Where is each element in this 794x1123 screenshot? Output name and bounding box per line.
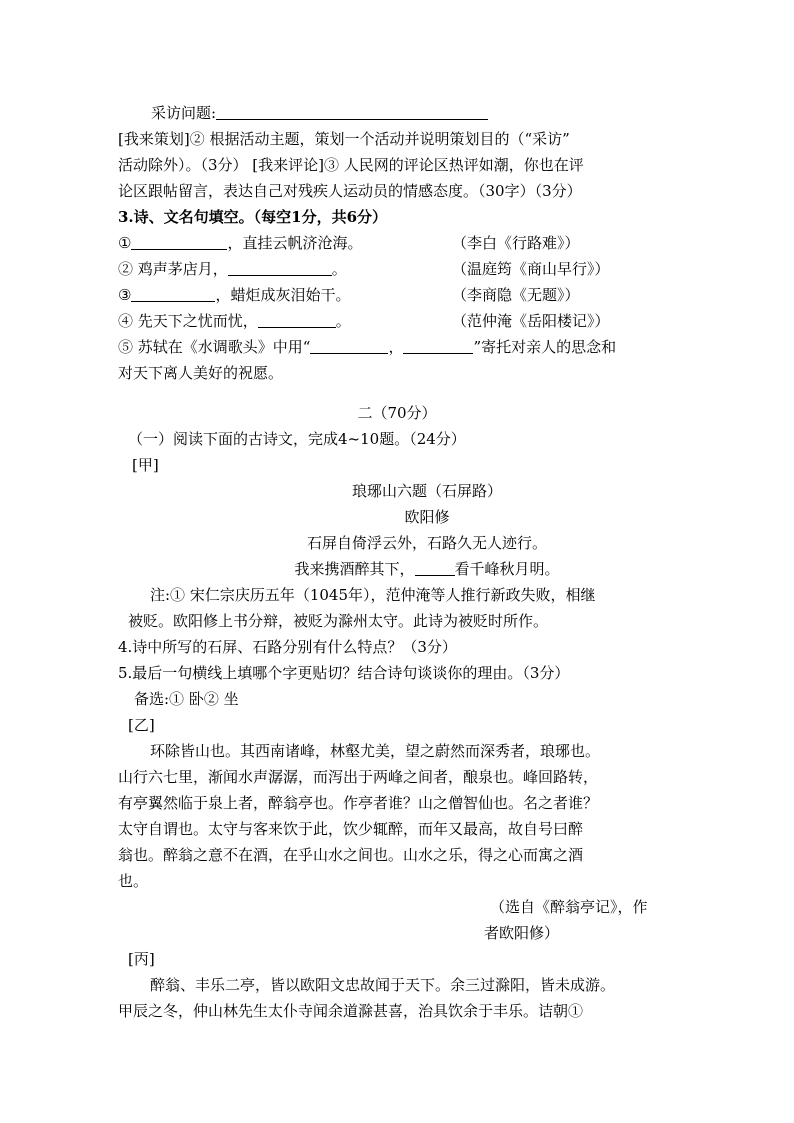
poem-title: 琅琊山六题（石屏路） bbox=[351, 482, 502, 500]
q3-item-2-blank[interactable] bbox=[228, 257, 332, 276]
q3-item-5 bbox=[118, 334, 616, 360]
q3-item-4 bbox=[118, 308, 351, 334]
q3-item-2-source: （温庭筠《商山早行》） bbox=[452, 260, 610, 278]
q3-item-3-post: ，蜡炬成灰泪始干。 bbox=[215, 286, 351, 304]
poem-line-2-pre: 我来携酒醉其下， bbox=[294, 560, 415, 578]
bing-line-1: 醉翁、丰乐二亭，皆以欧阳文忠故闻于天下。余三过滁阳，皆未成游。 bbox=[150, 976, 616, 994]
yi-line-1: 环除皆山也。其西南诸峰，林壑尤美，望之蔚然而深秀者，琅琊也。 bbox=[150, 742, 601, 760]
q3-item-5-line2: 对天下离人美好的祝愿。 bbox=[118, 364, 284, 382]
poem-note-line1: 注:① 宋仁宗庆历五年（1045年），范仲淹等人推行新政失败，相继 bbox=[150, 586, 596, 604]
bing-label: [丙] bbox=[128, 950, 155, 968]
q3-item-1-source: （李白《行路难》） bbox=[452, 234, 580, 252]
q3-item-5-post: ”寄托对亲人的思念和 bbox=[473, 338, 617, 356]
section1-instruction: （一）阅读下面的古诗文，完成4~10题。（24分） bbox=[128, 430, 466, 448]
q5-options: 备选:① 卧② 坐 bbox=[134, 690, 239, 708]
q3-item-3-blank[interactable] bbox=[131, 283, 215, 302]
interview-answer-blank[interactable] bbox=[216, 101, 488, 120]
planning-task-line2: 活动除外）。（3分） [我来评论]③ 人民网的评论区热评如潮，你也在评 bbox=[118, 156, 584, 174]
part2-heading: 二（70分） bbox=[357, 404, 437, 422]
poem-line-2-blank[interactable] bbox=[415, 557, 455, 576]
q3-item-1-pre: ① bbox=[118, 234, 132, 252]
yi-source-line2: 者欧阳修） bbox=[484, 924, 560, 942]
q3-item-3-pre: ③ bbox=[118, 286, 132, 304]
yi-line-3: 有亭翼然临于泉上者，醉翁亭也。作亭者谁？山之僧智仙也。名之者谁？ bbox=[118, 794, 599, 812]
comment-task-line3: 论区跟帖留言，表达自己对残疾人运动员的情感态度。（30字）（3分） bbox=[118, 182, 582, 200]
q3-title: 3.诗、文名句填空。（每空1分，共6分） bbox=[118, 208, 388, 226]
yi-line-5: 翁也。醉翁之意不在酒，在乎山水之间也。山水之乐，得之心而寓之酒 bbox=[118, 846, 584, 864]
q3-item-3 bbox=[118, 282, 350, 308]
q3-item-3-source: （李商隐《无题》） bbox=[452, 286, 580, 304]
q3-item-1 bbox=[118, 230, 362, 256]
yi-line-4: 太守自谓也。太守与客来饮于此，饮少辄醉，而年又最高，故自号曰醉 bbox=[118, 820, 584, 838]
q3-item-2 bbox=[118, 256, 347, 282]
jia-label: [甲] bbox=[132, 456, 159, 474]
q3-item-1-blank[interactable] bbox=[131, 231, 227, 250]
q3-item-4-post: 。 bbox=[335, 312, 351, 330]
q4-text: 4.诗中所写的石屏、石路分别有什么特点？（3分） bbox=[118, 638, 457, 656]
q3-item-5-blank-1[interactable] bbox=[310, 335, 388, 354]
yi-label: [乙] bbox=[128, 716, 155, 734]
q5-text: 5.最后一句横线上填哪个字更贴切？结合诗句谈谈你的理由。（3分） bbox=[118, 664, 570, 682]
poem-note-line2: 被贬。欧阳修上书分辩，被贬为滁州太守。此诗为被贬时所作。 bbox=[128, 612, 549, 630]
poem-line-2-post: 看千峰秋月明。 bbox=[454, 560, 560, 578]
planning-task-line1: [我来策划]② 根据活动主题，策划一个活动并说明策划目的（“采访” bbox=[118, 130, 570, 148]
q3-item-4-pre: ④ 先天下之忧而忧， bbox=[118, 312, 258, 330]
q3-item-2-post: 。 bbox=[331, 260, 347, 278]
q3-item-2-pre: ② 鸡声茅店月， bbox=[118, 260, 228, 278]
interview-label: 采访问题: bbox=[151, 104, 217, 122]
q3-item-1-post: ，直挂云帆济沧海。 bbox=[227, 234, 363, 252]
poem-line-1: 石屏自倚浮云外，石路久无人迹行。 bbox=[306, 534, 547, 552]
q3-item-4-blank[interactable] bbox=[258, 309, 336, 328]
yi-line-6: 也。 bbox=[118, 872, 149, 890]
q3-item-5-blank-2[interactable] bbox=[403, 335, 473, 354]
yi-line-2: 山行六七里，渐闻水声潺潺，而泻出于两峰之间者，酿泉也。峰回路转， bbox=[118, 768, 599, 786]
yi-source-line1: （选自《醉翁亭记》，作 bbox=[490, 898, 648, 916]
q3-item-5-mid: ， bbox=[388, 338, 404, 356]
poem-line-2 bbox=[30, 556, 794, 582]
poem-author: 欧阳修 bbox=[404, 508, 450, 526]
q3-item-5-pre: ⑤ 苏轼在《水调歌头》中用“ bbox=[118, 338, 311, 356]
bing-line-2: 甲辰之冬，仲山林先生太仆寺闻余道滁甚喜，治具饮余于丰乐。诘朝① bbox=[118, 1002, 584, 1020]
interview-question-line bbox=[151, 100, 488, 126]
q3-item-4-source: （范仲淹《岳阳楼记》） bbox=[452, 312, 610, 330]
